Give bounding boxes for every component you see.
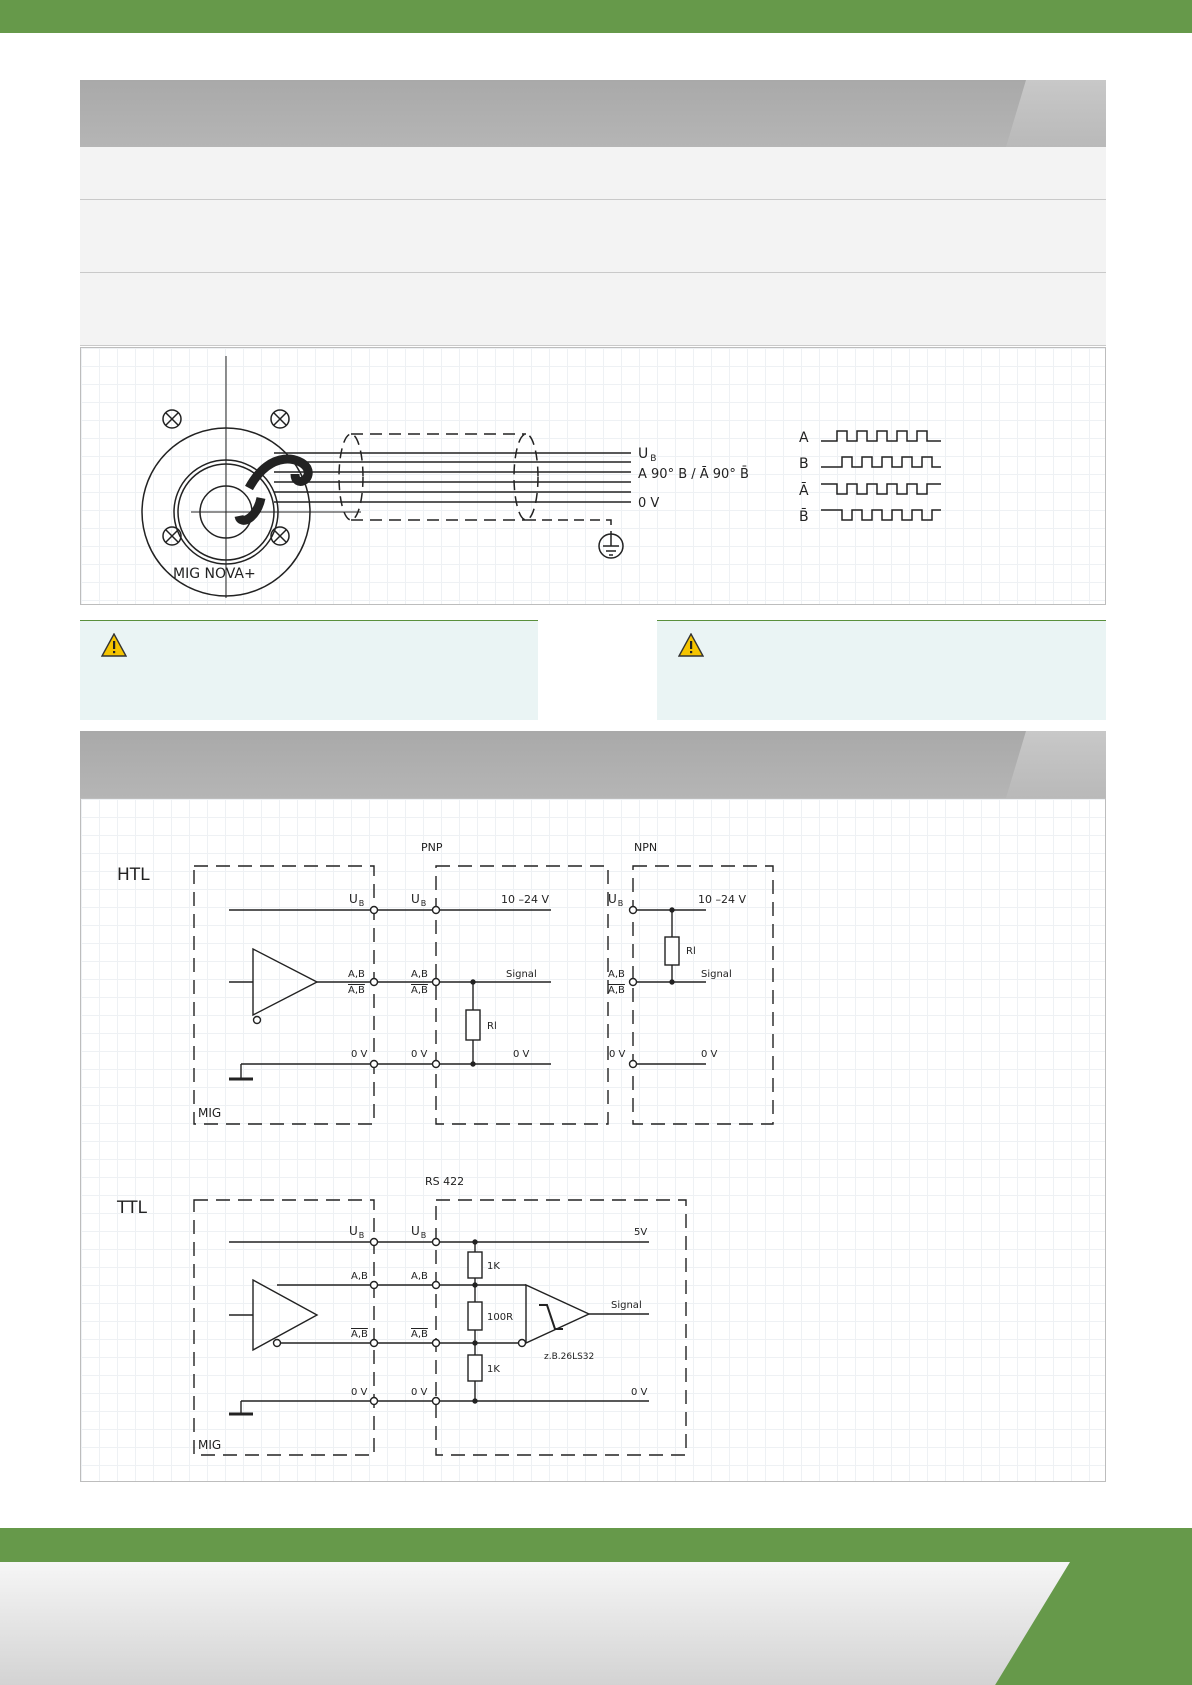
htl-ab-left: A,B bbox=[348, 969, 365, 980]
ttl-mig: MIG bbox=[198, 1438, 222, 1452]
htl-supply: 10 –24 V bbox=[501, 893, 550, 906]
top-brand-bar bbox=[0, 0, 1192, 33]
pulse-label-a-bar: Ā bbox=[799, 483, 809, 499]
npn-0v-left: 0 V bbox=[609, 1049, 626, 1060]
pnp-0v: 0 V bbox=[513, 1049, 530, 1060]
encoder-wiring-panel bbox=[80, 347, 1106, 605]
output-circuits-diagram bbox=[81, 799, 1106, 1482]
ttl-ab-left: A,B bbox=[351, 1271, 368, 1282]
section-header-output-circuits bbox=[80, 731, 1106, 798]
ttl-ub-left: $U_B$ bbox=[349, 1224, 365, 1240]
ttl-0v-right: 0 V bbox=[631, 1387, 648, 1398]
npn-rl: Rl bbox=[686, 946, 696, 957]
htl-ub-right: $U_B$ bbox=[411, 892, 427, 908]
htl-ab-right: A,B bbox=[411, 969, 428, 980]
pnp-signal: Signal bbox=[506, 969, 537, 980]
ttl-chip: z.B.26LS32 bbox=[544, 1352, 595, 1362]
ttl-0v-mid: 0 V bbox=[411, 1387, 428, 1398]
npn-0v-right: 0 V bbox=[701, 1049, 718, 1060]
ttl-abbar-left: A,B bbox=[351, 1329, 368, 1340]
ttl-r1: 1K bbox=[487, 1261, 500, 1272]
warning-box-right bbox=[657, 620, 1106, 720]
npn-supply: 10 –24 V bbox=[698, 893, 747, 906]
npn-signal: Signal bbox=[701, 969, 732, 980]
warning-triangle-icon bbox=[101, 633, 127, 657]
npn-abbar: A,B bbox=[608, 985, 625, 996]
device-label: MIG NOVA+ bbox=[173, 566, 256, 582]
pnp-title: PNP bbox=[421, 841, 443, 854]
ttl-title: RS 422 bbox=[425, 1175, 465, 1188]
section-header-connection bbox=[80, 80, 1106, 147]
ttl-0v-left: 0 V bbox=[351, 1387, 368, 1398]
warning-triangle-icon bbox=[678, 633, 704, 657]
label-ub: U $_B$ bbox=[638, 446, 657, 464]
ttl-r3: 1K bbox=[487, 1364, 500, 1375]
table-row bbox=[80, 200, 1106, 273]
ttl-ab-right: A,B bbox=[411, 1271, 428, 1282]
npn-ub: $U_B$ bbox=[608, 892, 624, 908]
npn-ab: A,B bbox=[608, 969, 625, 980]
table-row bbox=[80, 273, 1106, 346]
ground-icon bbox=[599, 534, 623, 558]
htl-abbar-left: A,B bbox=[348, 985, 365, 996]
pulse-label-b: B bbox=[799, 456, 809, 472]
htl-label: HTL bbox=[117, 865, 150, 885]
ttl-abbar-right: A,B bbox=[411, 1329, 428, 1340]
htl-0v-left: 0 V bbox=[351, 1049, 368, 1060]
ttl-ub-right: $U_B$ bbox=[411, 1224, 427, 1240]
pulse-label-b-bar: B̄ bbox=[799, 509, 809, 525]
htl-0v-mid: 0 V bbox=[411, 1049, 428, 1060]
warning-box-left bbox=[80, 620, 538, 720]
npn-title: NPN bbox=[634, 841, 658, 854]
encoder-wiring-diagram bbox=[81, 348, 1106, 605]
table-row bbox=[80, 147, 1106, 200]
output-circuits-panel bbox=[80, 798, 1106, 1482]
pulse-label-a: A bbox=[799, 430, 809, 446]
ttl-r2: 100R bbox=[487, 1312, 514, 1323]
label-0v: 0 V bbox=[638, 496, 660, 511]
footer-panel bbox=[0, 1562, 1070, 1685]
ttl-signal: Signal bbox=[611, 1300, 642, 1311]
htl-mig: MIG bbox=[198, 1106, 222, 1120]
htl-abbar-right: A,B bbox=[411, 985, 428, 996]
label-signal: A 90° B / Ā 90° B̄ bbox=[638, 467, 749, 482]
htl-ub-left: $U_B$ bbox=[349, 892, 365, 908]
ttl-label: TTL bbox=[117, 1198, 147, 1218]
ttl-supply: 5V bbox=[634, 1227, 648, 1238]
pnp-rl: Rl bbox=[487, 1021, 497, 1032]
